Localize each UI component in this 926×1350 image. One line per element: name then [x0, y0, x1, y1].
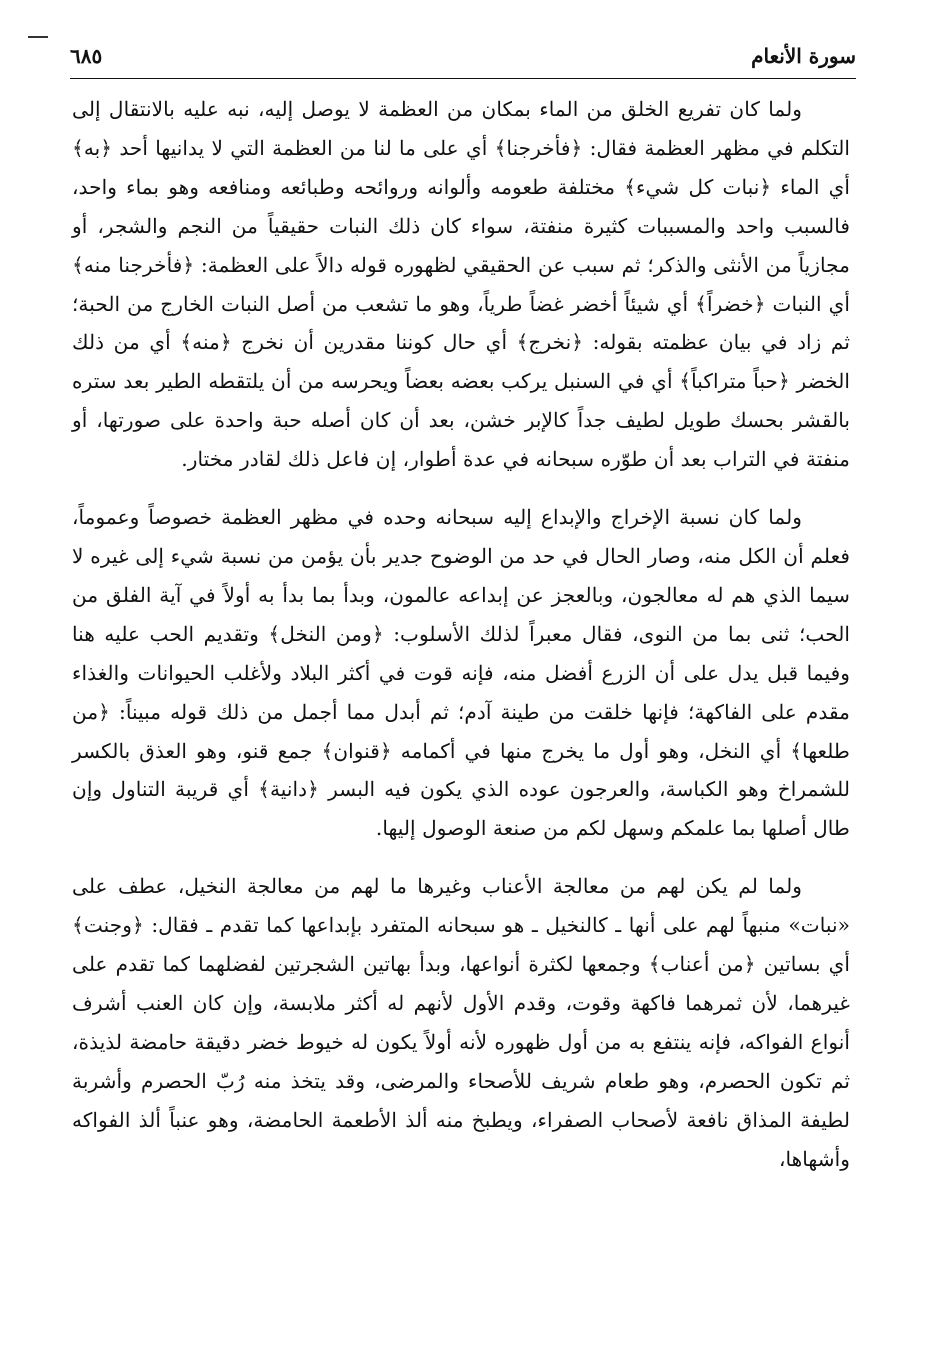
- page-number: ٦٨٥: [70, 44, 103, 68]
- paragraph-3: ولما لم يكن لهم من معالجة الأعناب وغيرها ما لهم من معالجة النخيل، عطف على «نبات» منبهاً لهم على أنها ـ كالنخيل ـ هو سبحانه المتفرد بإبداعها كما تقدم ـ فقال: ﴿وجنت﴾ أي بساتين ﴿من أعناب﴾ وجمعها لكثرة أنواعها، وبدأ بهاتين الشجرتين لفضلهما كما تقدم على غيرهما، لأن ثمرهما فاكهة وقوت، وقدم الأول لأنهم له أكثر ملابسة، وإن كان العنب أشرف أنواع الفواكه، فإنه ينتفع به من أول ظهوره لأنه أولاً يكون له خيوط خضر دقيقة حامضة لذيذة، ثم تكون الحصرم، وهو طعام شريف للأصحاء والمرضى، وقد يتخذ منه رُبّ الحصرم وأشربة لطيفة المذاق نافعة لأصحاب الصفراء، ويطبخ منه ألذ الأطعمة الحامضة، وهو عنباً ألذ الفواكه وأشهاها،: [72, 874, 850, 1171]
- paragraph-2: ولما كان نسبة الإخراج والإبداع إليه سبحانه وحده في مظهر العظمة خصوصاً وعموماً، فعلم أن الكل منه، وصار الحال في حد من الوضوح جدير بأن يؤمن من نسبة شيء إلى غيره لا سيما الذي هم له معالجون، وبالعجز عن إبداعه عالمون، وبدأ بما بدأ به أولاً في آية الفلق من الحب؛ ثنى بما من النوى، فقال معبراً لذلك الأسلوب: ﴿ومن النخل﴾ وتقديم الحب عليه هنا وفيما قبل يدل على أن الزرع أفضل منه، فإنه قوت في أكثر البلاد ولأغلب الحيوانات والغذاء مقدم على الفاكهة؛ فإنها خلقت من طينة آدم؛ ثم أبدل مما أجمل من ذلك قوله مبيناً: ﴿من طلعها﴾ أي النخل، وهو أول ما يخرج منها في أكمامه ﴿قنوان﴾ جمع قنو، وهو العذق بالكسر للشمراخ وهو الكباسة، والعرجون عوده الذي يكون فيه البسر ﴿دانية﴾ أي قريبة التناول وإن طال أصلها بما علمكم وسهل لكم من صنعة الوصول إليها.: [72, 505, 850, 841]
- header-divider: [70, 78, 856, 79]
- page-body: [72, 90, 850, 1178]
- paragraph-1: ولما كان تفريع الخلق من الماء بمكان من العظمة لا يوصل إليه، نبه عليه بالانتقال إلى التكلم في مظهر العظمة فقال: ﴿فأخرجنا﴾ أي على ما لنا من العظمة التي لا يدانيها أحد ﴿به﴾ أي الماء ﴿نبات كل شيء﴾ مختلفة طعومه وألوانه وروائحه وطبائعه ومنافعه وهو بماء واحد، فالسبب واحد والمسببات كثيرة منفتة، سواء كان ذلك النبات حقيقياً من النجم والشجر، أو مجازياً من الأنثى والذكر؛ ثم سبب عن الحقيقي لظهوره قوله دالاً على العظمة: ﴿فأخرجنا منه﴾ أي النبات ﴿خضراً﴾ أي شيئاً أخضر غضاً طرياً، وهو ما تشعب من أصل النبات الخارج من الحبة؛ ثم زاد في بيان عظمته بقوله: ﴿نخرج﴾ أي حال كوننا مقدرين أن نخرج ﴿منه﴾ أي من ذلك الخضر ﴿حباً متراكباً﴾ أي في السنبل يركب بعضه بعضاً ويحرسه من أن يلتقطه الطير بعد ستره بالقشر بحسك طويل لطيف جداً كالإبر خشن، بعد أن كان أصله حبة واحدة على صورتها، أو منفتة في التراب بعد أن طوّره سبحانه في عدة أطوار، إن فاعل ذلك لقادر مختار.: [72, 97, 850, 472]
- scan-mark: [28, 36, 48, 38]
- page-header: [70, 30, 856, 76]
- surah-title: سورة الأنعام: [751, 44, 856, 68]
